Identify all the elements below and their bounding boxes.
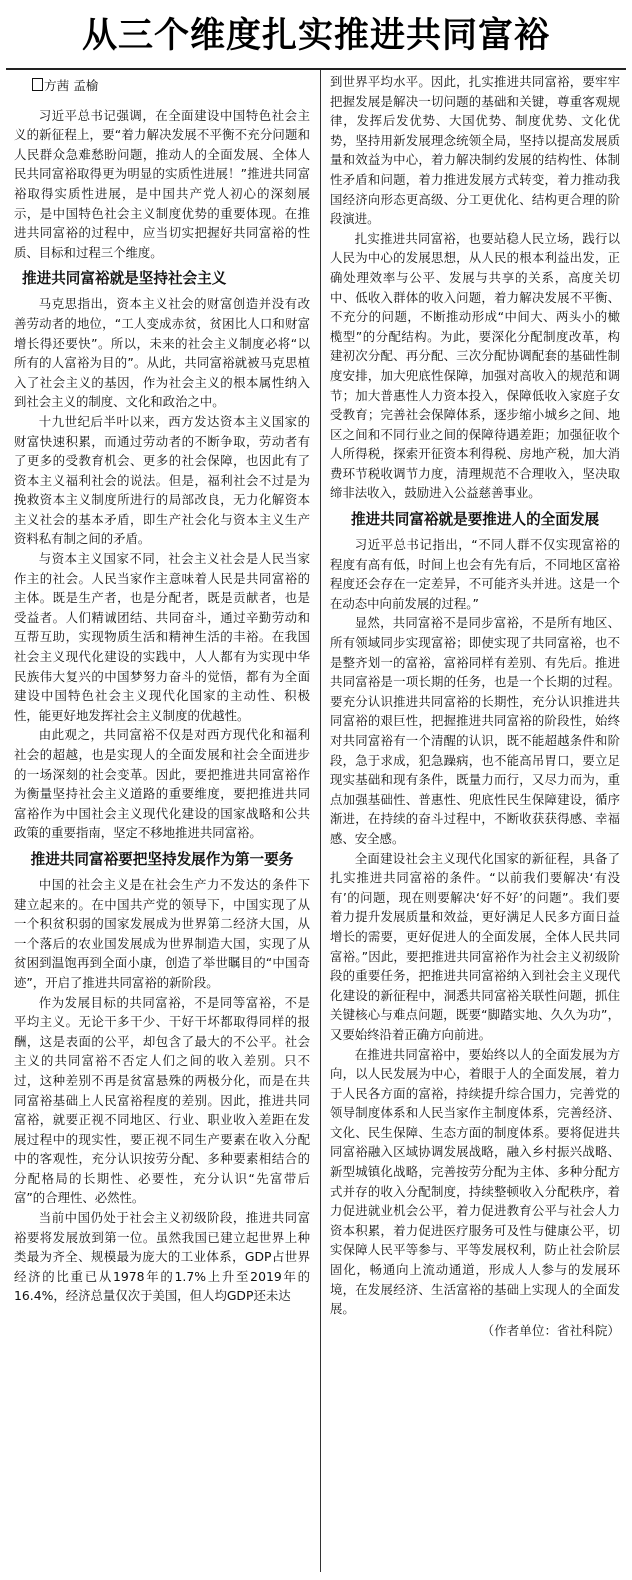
paragraph: 马克思指出，资本主义社会的财富创造并没有改善劳动者的地位，“工人变成赤贫，贫困比人口和财富增长得还要快”。所以，未来的社会主义制度必将“以所有的人富裕为目的”。从此，共同富裕就被马克思植入了社会主义的基因，作为社会主义的根本属性纳入到社会主义的制度、文化和政治之中。 [14, 296, 310, 410]
paragraph: 中国的社会主义是在社会生产力不发达的条件下建立起来的。在中国共产党的领导下，中国实现了从一个积贫积弱的国家发展成为世界第二经济大国，从一个落后的农业国发展成为世界制造大国，实现了从贫困到温饱再到全面小康，创造了举世瞩目的“中国奇迹”，开启了推进共同富裕的新阶段。 [14, 876, 310, 990]
paragraph: 由此观之，共同富裕不仅是对西方现代化和福利社会的超越，也是实现人的全面发展和社会全面进步的一场深刻的社会变革。因此，要把推进共同富裕作为衡量坚持社会主义道路的重要维度，要把推进共同富裕作为中国社会主义现代化建设的国家战略和公共政策的重要指南，坚定不移地推进共同富裕。 [14, 727, 310, 841]
paragraph: 显然，共同富裕不是同步富裕，不是所有地区、所有领域同步实现富裕；即使实现了共同富裕，也不是整齐划一的富裕，富裕同样有差别、有先后。推进共同富裕是一项长期的任务，也是一个长期的过程。要充分认识推进共同富裕的长期性，充分认识推进共同富裕的艰巨性，把握推进共同富裕的阶段性，始终对共同富裕有一个清醒的认识，既不能超越条件和阶段，急于求成，犯急躁病，也不能高吊胃口，要立足现实基础和现有条件，既量力而行，又尽力而为，重点加强基础性、普惠性、兜底性民生保障建设，循序渐进，在持续的奋斗过程中，不断收获获得感、幸福感、安全感。 [330, 615, 620, 846]
paragraph: 习近平总书记指出，“不同人群不仅实现富裕的程度有高有低，时间上也会有先有后，不同地区富裕程度还会存在一定差异，不可能齐头并进。这是一个在动态中向前发展的过程。” [330, 537, 620, 611]
right-column [330, 72, 620, 1574]
paragraph: 当前中国仍处于社会主义初级阶段，推进共同富裕要将发展放到第一位。虽然我国已建立起世界上种类最为齐全、规模最为庞大的工业体系，GDP占世界经济的比重已从1978年的1.7%上升至2019年的16.4%，经济总量仅次于美国，但人均GDP还未达 [14, 1210, 310, 1304]
section-heading: 推进共同富裕要把坚持发展作为第一要务 [30, 850, 294, 868]
section-heading: 推进共同富裕就是要推进人的全面发展 [350, 511, 600, 529]
paragraph: 在推进共同富裕中，要始终以人的全面发展为方向，以人民发展为中心，着眼于人的全面发展，着力于人民各方面的富裕，持续提升综合国力，完善党的领导制度体系和人民当家作主制度体系，完善经济、文化、民生保障、生态方面的制度体系。要将促进共同富裕融入区域协调发展战略，融入乡村振兴战略、新型城镇化战略，完善按劳分配为主体、多种分配方式并存的收入分配制度，持续整顿收入分配秩序，着力促进就业机会公平，着力促进教育公平与社会人力资本积累，着力促进医疗服务可及性与健康公平，切实保障人民平等参与、平等发展权利，防止社会阶层固化，畅通向上流动通道，形成人人参与的发展环境，在发展经济、生活富裕的基础上实现人的全面发展。 [330, 1046, 620, 1317]
byline [32, 76, 310, 96]
headline-rule [6, 68, 626, 70]
author-affiliation: （作者单位：省社科院） [481, 1322, 620, 1338]
paragraph: 扎实推进共同富裕，也要站稳人民立场，践行以人民为中心的发展思想，从人民的根本利益出发，正确处理效率与公平、发展与共享的关系，高度关切中、低收入群体的收入问题，着力解决发展不平衡、不充分的问题，不断推动形成“中间大、两头小的橄榄型”的分配结构。为此，要深化分配制度改革，构建初次分配、再分配、三次分配协调配套的基础性制度安排，加大兜底性保障，加强对高收入的规范和调节；加大普惠性人力资本投入，保障低收入家庭子女受教育；完善社会保障体系，逐步缩小城乡之间、地区之间和不同行业之间的保障待遇差距；加强征收个人所得税，探索开征资本利得税、房地产税，加大消费环节税收调节力度，清理规范不合理收入，坚决取缔非法收入，鼓励进入公益慈善事业。 [330, 230, 620, 501]
paragraph: 作为发展目标的共同富裕，不是同等富裕，不是平均主义。无论干多干少、干好干坏都取得同样的报酬，这是表面的公平，却包含了最大的不公平。社会主义的共同富裕不否定人们之间的收入差别。只不过，这种差别不再是贫富悬殊的两极分化，而是在共同富裕基础上人民富裕程度的差别。因此，推进共同富裕，就要正视不同地区、行业、职业收入差距在发展过程中的现实性，要正视不同生产要素在收入分配中的客观性，充分认识按劳分配、多种要素相结合的分配格局的长期性、必要性，充分认识“先富带后富”的合理性、必然性。 [14, 994, 310, 1206]
byline-authors: 方茜 孟榆 [44, 78, 99, 93]
paragraph: 全面建设社会主义现代化国家的新征程，具备了扎实推进共同富裕的条件。“以前我们要解决‘有没有’的问题，现在则要解决‘好不好’的问题”。我们要着力提升发展质量和效益，更好满足人民多方面日益增长的需要，更好促进人的全面发展，全体人民共同富裕。”因此，要把推进共同富裕作为社会主义初级阶段的重要任务，把推进共同富裕纳入到社会主义现代化建设的新征程中，洞悉共同富裕关联性问题，抓住关键核心与难点问题，既要“脚踏实地、久久为功”，又要始终沿着正确方向前进。 [330, 850, 620, 1042]
paragraph: 与资本主义国家不同，社会主义社会是人民当家作主的社会。人民当家作主意味着人民是共同富裕的主体。既是生产者，也是分配者，既是贡献者，也是受益者。人们精诚团结、共同奋斗，通过辛勤劳动和互帮互助，实现物质生活和精神生活的丰裕。在我国社会主义现代化建设的实践中，人人都有为实现中华民族伟大复兴的中国梦努力奋斗的觉悟，都有为全面建设中国特色社会主义现代化国家的主动性、积极性，能更好地发挥社会主义制度的优越性。 [14, 551, 310, 723]
left-column [14, 72, 310, 1574]
column-divider [320, 70, 321, 1572]
paragraph: 习近平总书记强调，在全面建设中国特色社会主义的新征程上，要“着力解决发展不平衡不充分问题和人民群众急难愁盼问题，推动人的全面发展、全体人民共同富裕取得更为明显的实质性进展！”推进共同富裕取得实质性进展，是中国共产党人初心的深刻展示，是中国特色社会主义制度优势的重要体现。在推进共同富裕的过程中，应当切实把握好共同富裕的性质、目标和过程三个维度。 [14, 107, 310, 260]
box-icon [32, 78, 43, 91]
headline: 从三个维度扎实推进共同富裕 [81, 16, 550, 56]
section-heading: 推进共同富裕就是坚持社会主义 [22, 270, 227, 288]
paragraph: 十九世纪后半叶以来，西方发达资本主义国家的财富快速积累，而通过劳动者的不断争取，劳动者有了更多的受教育机会、更多的社会保障，也因此有了资本主义福利社会的说法。但是，福利社会不过是为挽救资本主义制度所进行的局部改良，无力化解资本主义社会的基本矛盾，即生产社会化与资本主义生产资料私有制之间的矛盾。 [14, 413, 310, 547]
paragraph: 到世界平均水平。因此，扎实推进共同富裕，要牢牢把握发展是解决一切问题的基础和关键，尊重客观规律，发挥后发优势、大国优势、制度优势、文化优势，坚持用新发展理念统领全局，坚持以提高发展质量和效益为中心，着力解决制约发展的结构性、体制性矛盾和问题，着力推进发展方式转变，着力推动我国经济向形态更高级、分工更优化、结构更合理的阶段演进。 [330, 74, 620, 227]
